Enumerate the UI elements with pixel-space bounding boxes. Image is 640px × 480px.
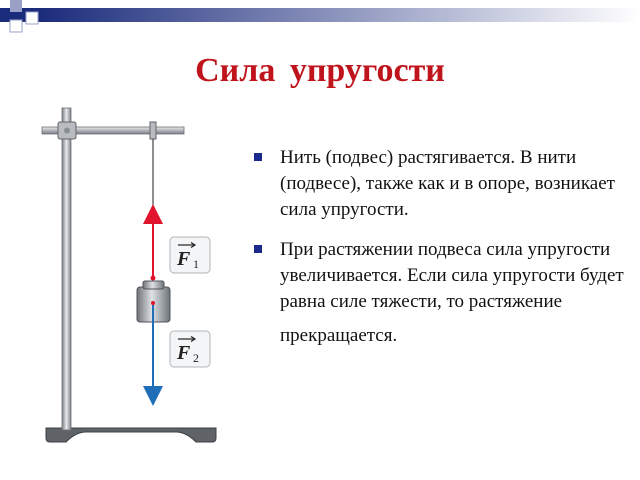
- force-down-label: F: [177, 342, 191, 364]
- deco-square-3: [10, 20, 22, 32]
- bullet-item: [252, 145, 627, 223]
- bullet-item: [252, 237, 627, 349]
- bullet-marker: [254, 245, 262, 253]
- bullet-text: Нить (подвес) растягивается. В нити (подвесе), также как и в опоре, возникает сила упругости.: [280, 147, 615, 220]
- deco-square-1: [10, 0, 22, 12]
- bullet-list: [252, 145, 627, 363]
- top-decoration-bar: [0, 0, 640, 36]
- elastic-force-diagram: [36, 100, 246, 450]
- force-down-label-box: [170, 331, 210, 367]
- force-up-label: F: [177, 248, 191, 270]
- stand-rod: [62, 108, 71, 430]
- slide-title: Сила упругости: [195, 52, 445, 89]
- stand-base: [46, 428, 216, 442]
- force-up-subscript: 1: [193, 257, 199, 271]
- weight-center: [151, 301, 155, 305]
- weight-top: [143, 281, 164, 289]
- force-up-origin: [151, 276, 156, 281]
- deco-square-2: [26, 12, 38, 24]
- bullet-text: При растяжении подвеса сила упругости увеличивается. Если сила упругости будет равна силе тяжести, то растяжение: [280, 239, 624, 312]
- bullet-text-last-line: прекращается.: [280, 325, 398, 346]
- bullet-marker: [254, 153, 262, 161]
- top-stripe-fade: [40, 8, 640, 22]
- force-up-label-box: [170, 237, 210, 273]
- clamp-screw: [64, 128, 70, 134]
- hook-post: [150, 122, 156, 139]
- force-down-subscript: 2: [193, 351, 199, 365]
